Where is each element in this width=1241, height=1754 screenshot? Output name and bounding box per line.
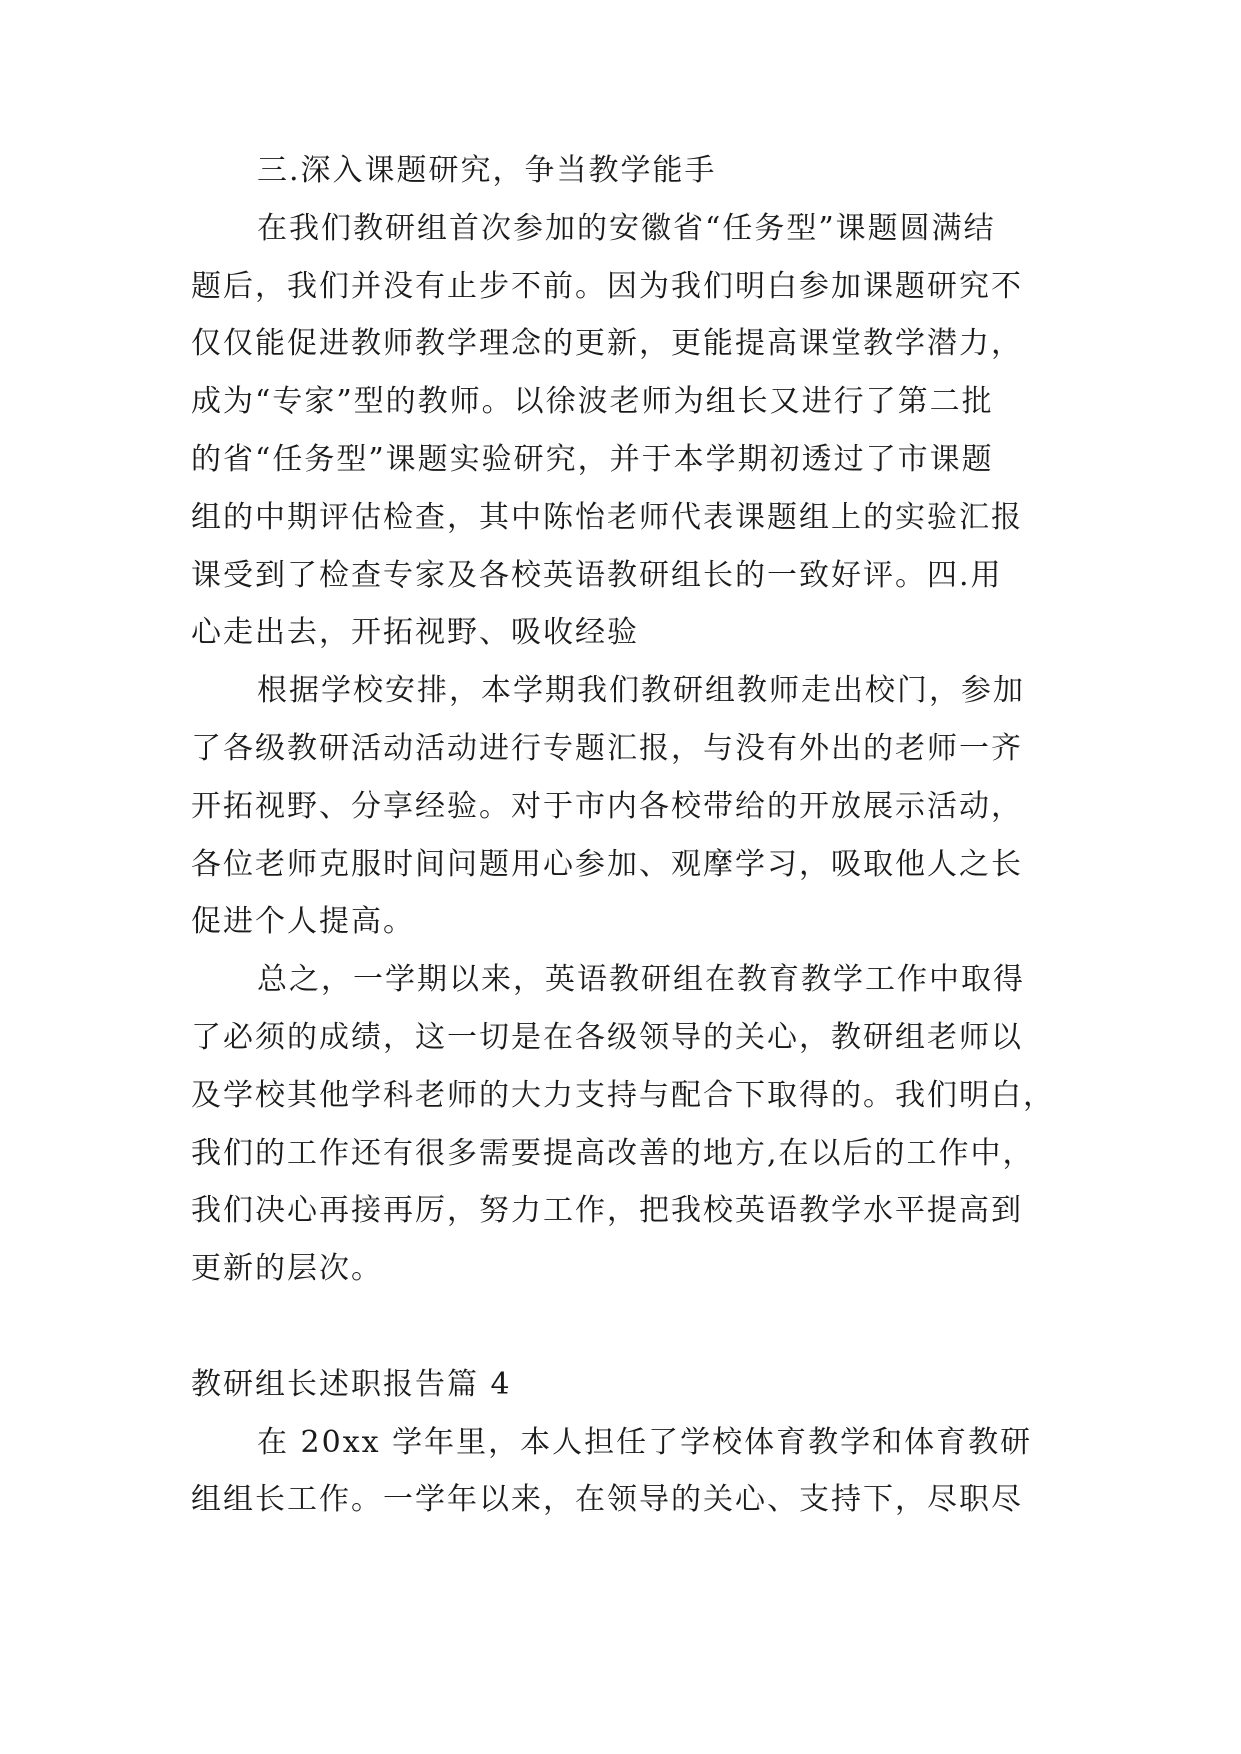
paragraph-line: 课受到了检查专家及各校英语教研组长的一致好评。四.用 [191,558,1003,593]
paragraph-line: 的省“任务型”课题实验研究，并于本学期初透过了市课题 [191,442,994,477]
paragraph-line: 促进个人提高。 [191,904,415,939]
paragraph-line: 及学校其他学科老师的大力支持与配合下取得的。我们明白， [191,1078,1055,1113]
paragraph-line: 开拓视野、分享经验。对于市内各校带给的开放展示活动， [191,789,1023,824]
paragraph-line: 仅仅能促进教师教学理念的更新，更能提高课堂教学潜力， [191,326,1023,361]
section-heading-3: 三.深入课题研究，争当教学能手 [257,153,717,188]
paragraph-line: 更新的层次。 [191,1251,383,1286]
paragraph-line: 总之，一学期以来，英语教研组在教育教学工作中取得 [257,962,1025,997]
paragraph-line: 我们决心再接再厉，努力工作，把我校英语教学水平提高到 [191,1193,1023,1228]
paragraph-line: 在 20xx 学年里，本人担任了学校体育教学和体育教研 [257,1425,1033,1460]
paragraph-line: 组的中期评估检查，其中陈怡老师代表课题组上的实验汇报 [191,500,1023,535]
paragraph-line: 各位老师克服时间问题用心参加、观摩学习，吸取他人之长 [191,847,1023,882]
paragraph-line: 根据学校安排，本学期我们教研组教师走出校门，参加 [257,673,1025,708]
paragraph-line: 心走出去，开拓视野、吸收经验 [191,615,639,650]
paragraph-line: 了必须的成绩，这一切是在各级领导的关心，教研组老师以 [191,1020,1023,1055]
paragraph-line: 我们的工作还有很多需要提高改善的地方,在以后的工作中， [191,1136,1035,1171]
paragraph-line: 成为“专家”型的教师。以徐波老师为组长又进行了第二批 [191,384,994,419]
paragraph-line: 题后，我们并没有止步不前。因为我们明白参加课题研究不 [191,269,1023,304]
paragraph-line: 了各级教研活动活动进行专题汇报，与没有外出的老师一齐 [191,731,1023,766]
paragraph-line: 组组长工作。一学年以来，在领导的关心、支持下，尽职尽 [191,1482,1023,1517]
paragraph-line: 在我们教研组首次参加的安徽省“任务型”课题圆满结 [257,211,996,246]
report-title: 教研组长述职报告篇 4 [191,1367,512,1402]
